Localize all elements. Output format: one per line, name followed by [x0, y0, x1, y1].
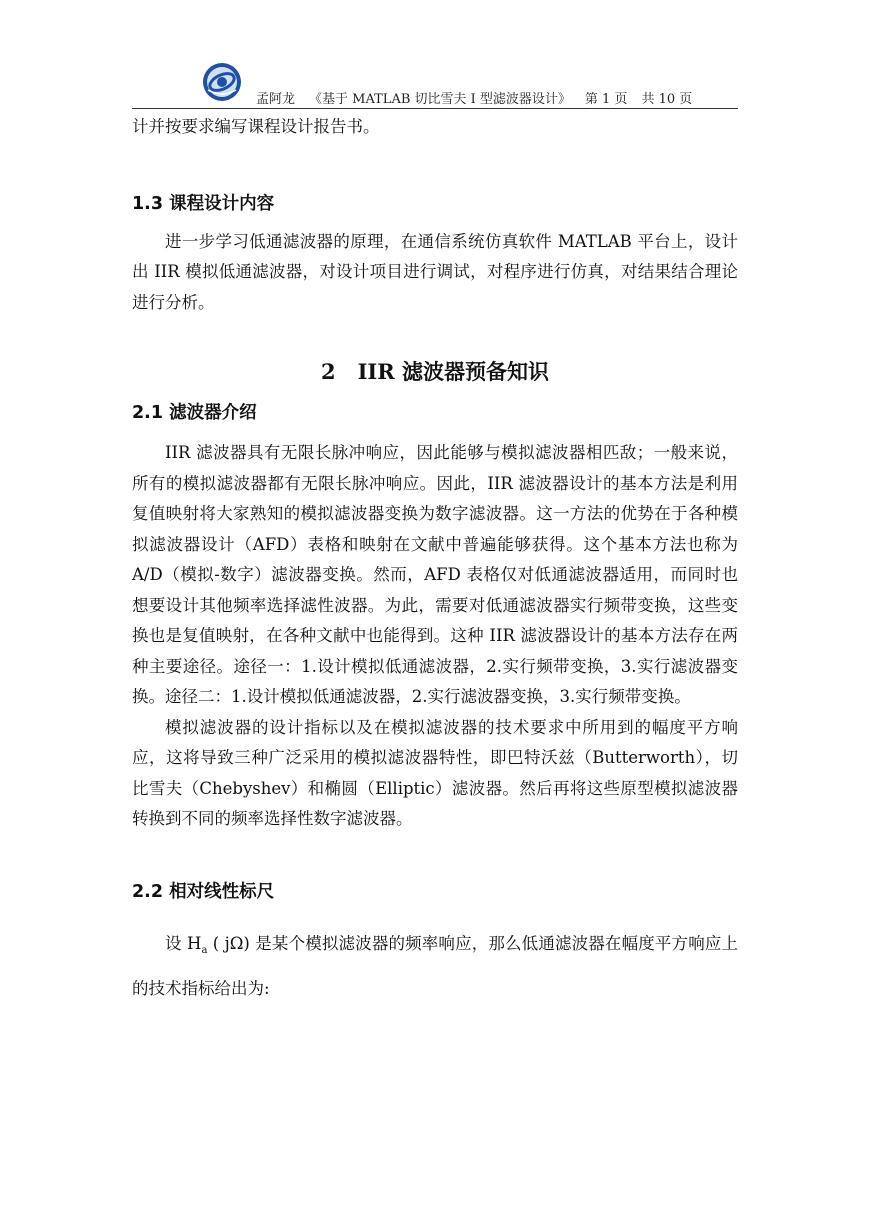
- section-2-1-paragraph-1: IIR 滤波器具有无限长脉冲响应，因此能够与模拟滤波器相匹敌；一般来说，所有的模拟滤波器都有无限长脉冲响应。因此，IIR 滤波器设计的基本方法是利用复值映射将大家熟知的模拟滤波器变换为数字滤波器。这一方法的优势在于各种模拟滤波器设计（AFD）表格和映射在文献中普遍能够获得。这个基本方法也称为 A/D（模拟-数字）滤波器变换。然而，AFD 表格仅对低通滤波器适用，而同时也想要设计其他频率选择滤性波器。为此，需要对低通滤波器实行频带变换，这些变换也是复值映射，在各种文献中也能得到。这种 IIR 滤波器设计的基本方法存在两种主要途径。途径一：1.设计模拟低通滤波器，2.实行频带变换，3.实行滤波器变换。途径二：1.设计模拟低通滤波器，2.实行滤波器变换，3.实行频带变换。: [132, 443, 738, 706]
- section-heading-2-1: 2.1 滤波器介绍: [132, 403, 257, 423]
- chapter-number: 2: [320, 359, 336, 384]
- math-subscript: a: [201, 944, 208, 956]
- page-body: [132, 112, 738, 1008]
- section-2-1-paragraph-2: 模拟滤波器的设计指标以及在模拟滤波器的技术要求中所用到的幅度平方响应，这将导致三种广泛采用的模拟滤波器特性，即巴特沃兹（Butterworth），切比雪夫（Chebyshev）和椭圆（Elliptic）滤波器。然后再将这些原型模拟滤波器转换到不同的频率选择性数字滤波器。: [132, 717, 738, 828]
- header-text: [256, 88, 706, 107]
- section-heading-1-3: 1.3 课程设计内容: [132, 193, 275, 214]
- math-h: 设 H: [165, 933, 202, 953]
- header-page-current: 第 1 页: [584, 92, 628, 107]
- header-page-total: 共 10 页: [641, 92, 693, 107]
- university-logo-icon: [202, 62, 242, 102]
- section-2-2-paragraph: [132, 925, 738, 1008]
- chapter-2-heading: [132, 358, 738, 386]
- section-1-3-paragraph: 进一步学习低通滤波器的原理，在通信系统仿真软件 MATLAB 平台上，设计出 IIR 模拟低通滤波器，对设计项目进行调试，对程序进行仿真，对结果结合理论进行分析。: [132, 231, 738, 312]
- header-author: 孟阿龙: [256, 92, 296, 107]
- section-heading-2-2: 2.2 相对线性标尺: [132, 881, 275, 902]
- section-2-2-text: 是某个模拟滤波器的频率响应，那么低通滤波器在幅度平方响应上的技术指标给出为:: [132, 933, 738, 998]
- chapter-title: IIR 滤波器预备知识: [357, 359, 550, 384]
- header-title: 《基于 MATLAB 切比雪夫 I 型滤波器设计》: [309, 92, 571, 107]
- math-argument: ( jΩ): [207, 933, 256, 953]
- page-header: [132, 58, 738, 109]
- intro-line: 计并按要求编写课程设计报告书。: [132, 117, 380, 136]
